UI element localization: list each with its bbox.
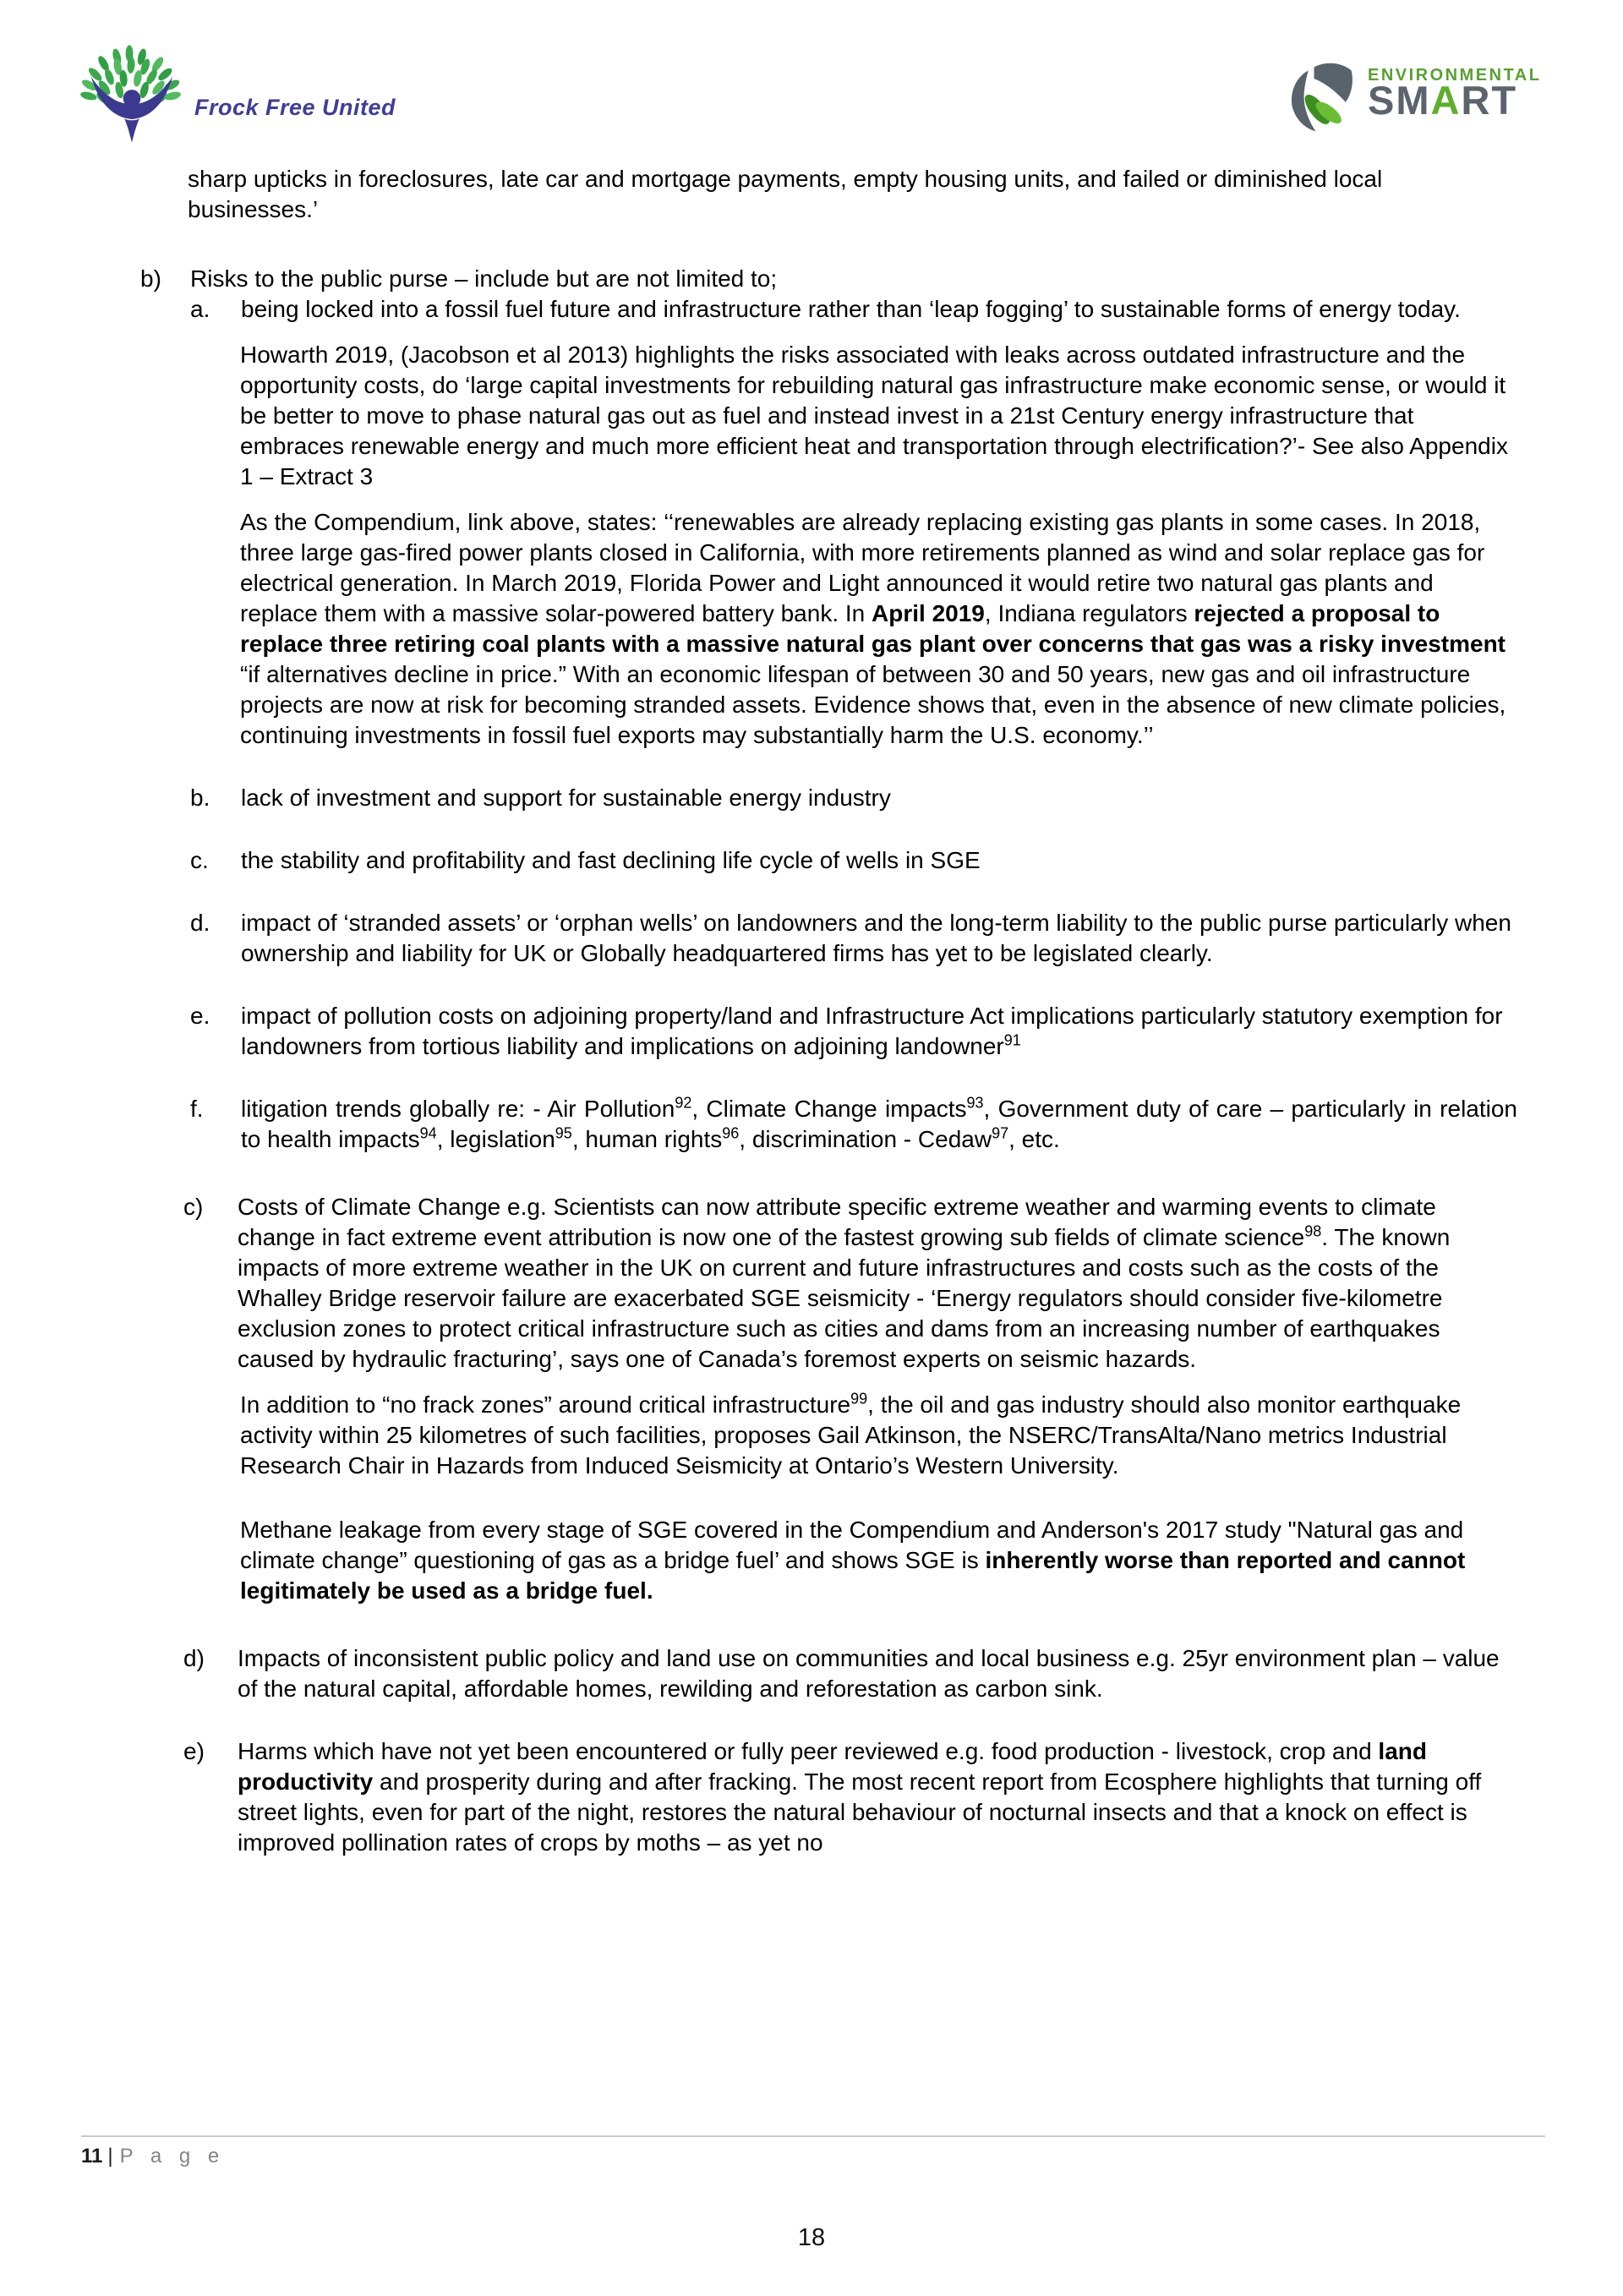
text-run: Costs of Climate Change e.g. Scientists can now attribute specific extreme weather and warming events to climate change in fact extreme event attribution is now one of the fastest growing sub fields of climate science — [238, 1194, 1436, 1250]
paragraph — [0, 1515, 1623, 1606]
footer-page-label — [81, 2145, 225, 2168]
list-marker: f. — [190, 1096, 204, 1122]
footer-page-label-separator: | — [107, 2145, 113, 2168]
environmental-smart-logo — [1283, 56, 1541, 140]
text-run: Impacts of inconsistent public policy and land use on communities and local business e.g. 25yr environment plan – value of the natural capital, affordable homes, rewilding and reforestation as carbon sink. — [238, 1645, 1500, 1702]
footnote-reference: 91 — [1003, 1031, 1021, 1049]
footnote-reference: 98 — [1304, 1222, 1322, 1240]
list-item — [0, 1094, 1623, 1155]
footnote-reference: 95 — [555, 1124, 572, 1142]
text-run: As the Compendium, link above, states: ‘‘renewables are already replacing existing gas plants in some cases. In 2018, three large gas-fired power plants closed in California, with more retirements planned as wind and solar replace gas for electrical generation. In March 2019, Florida Power and Light announced it would retire two natural gas plants and replace them with a massive solar-powered battery bank. In — [240, 509, 1485, 626]
list-marker: e. — [190, 1003, 210, 1029]
text-run: Risks to the public purse – include but are not limited to; — [190, 265, 778, 292]
text-run: inherently worse than reported and cannot legitimately be used as a bridge fuel. — [240, 1547, 1466, 1604]
text-run: , discrimination - Cedaw — [739, 1126, 992, 1152]
text-run: Howarth 2019, (Jacobson et al 2013) highlights the risks associated with leaks across outdated infrastructure and the opportunity costs, do ‘large capital investments for rebuilding natural gas infrastructure make economic sense, or would it be better to move to phase natural gas out as fuel and instead invest in a 21st Century energy infrastructure that embraces renewable energy and much more efficient heat and transportation through electrification?’- See also Appendix 1 – Extract 3 — [240, 342, 1508, 489]
text-run: sharp upticks in foreclosures, late car and mortgage payments, empty housing units, and failed or diminished local businesses.’ — [188, 166, 1383, 222]
list-marker: c. — [190, 847, 209, 873]
text-run: , etc. — [1008, 1126, 1060, 1152]
left-logo-text: Frock Free United — [194, 94, 396, 120]
text-run: Methane leakage from every stage of SGE covered in the Compendium and Anderson's 2017 study "Natural gas and climate change” questioning of gas as a bridge fuel’ and shows SGE is — [240, 1517, 1464, 1573]
tree-person-icon — [78, 42, 186, 149]
footer-divider — [81, 2135, 1545, 2137]
footnote-reference: 92 — [675, 1094, 692, 1112]
text-run: impact of ‘stranded assets’ or ‘orphan wells’ on landowners and the long-term liability to the public purse particularly when ownership and liability for UK or Globally headquartered firms has yet to be legislated clearly. — [241, 910, 1511, 966]
list-item — [0, 1643, 1623, 1704]
list-item — [0, 1192, 1623, 1375]
text-run: , legislation — [436, 1126, 555, 1152]
footnote-reference: 99 — [850, 1390, 868, 1408]
list-marker: b) — [140, 265, 161, 292]
paragraph — [0, 164, 1623, 225]
list-item — [0, 908, 1623, 969]
list-marker: b. — [190, 784, 210, 811]
text-run: land productivity — [238, 1738, 1427, 1795]
right-logo-smart-rt: RT — [1461, 78, 1518, 123]
text-run: , Climate Change impacts — [691, 1096, 967, 1122]
list-marker: a. — [190, 296, 210, 322]
text-run: In addition to “no frack zones” around critical infrastructure — [240, 1391, 851, 1418]
text-run: , human rights — [571, 1126, 723, 1152]
list-marker: d. — [190, 910, 210, 936]
text-run: being locked into a fossil fuel future and infrastructure rather than ‘leap fogging’ to sustainable forms of energy today. — [241, 296, 1461, 322]
text-run: , Government duty of care – particularly in relation to health impacts — [241, 1096, 1518, 1152]
text-run: , the oil and gas industry should also monitor earthquake activity within 25 kilometres of such facilities, proposes Gail Atkinson, the NSERC/TransAlta/Nano metrics Industrial Research Chair in Hazards from Induced Seismicity at Ontario’s Western University. — [240, 1391, 1462, 1479]
document-body — [0, 164, 1623, 1858]
right-logo-smart — [1368, 78, 1541, 123]
list-item — [0, 1736, 1623, 1858]
text-run: , Indiana regulators — [984, 600, 1194, 626]
footer-page-label-number: 11 — [81, 2145, 103, 2168]
footer-page-label-word: P a g e — [119, 2145, 226, 2168]
paragraph — [0, 340, 1623, 492]
right-logo-smart-sm: SM — [1368, 78, 1431, 123]
right-logo-environmental: ENVIRONMENTAL — [1368, 66, 1542, 85]
text-run: impact of pollution costs on adjoining property/land and Infrastructure Act implications particularly statutory exemption for landowners from tortious liability and implications on adjoining landowner — [241, 1003, 1503, 1059]
list-marker: c) — [183, 1194, 204, 1220]
text-run: . The known impacts of more extreme weather in the UK on current and future infrastructures and costs such as the costs of the Whalley Bridge reservoir failure are exacerbated SGE seismicity - ‘Energy regulators should consider five-kilometre exclusion zones to protect critical infrastructure such as cities and dams from an increasing number of earthquakes caused by hydraulic fracturing’, says one of Canada’s foremost experts on seismic hazards. — [238, 1224, 1451, 1372]
frock-free-united-logo — [78, 42, 396, 149]
text-run: litigation trends globally re: - Air Pollution — [241, 1096, 675, 1122]
list-item — [0, 845, 1623, 876]
text-run: rejected a proposal to replace three retiring coal plants with a massive natural gas plant over concerns that gas was a risky investment — [240, 600, 1506, 657]
list-marker: d) — [183, 1645, 205, 1671]
text-run: Harms which have not yet been encountered or fully peer reviewed e.g. food production - livestock, crop and — [238, 1738, 1379, 1764]
footnote-reference: 94 — [419, 1124, 437, 1142]
list-item — [0, 1001, 1623, 1062]
paragraph — [0, 507, 1623, 751]
footnote-reference: 93 — [966, 1094, 984, 1112]
paragraph — [0, 1390, 1623, 1481]
text-run: lack of investment and support for sustainable energy industry — [241, 784, 891, 811]
right-logo-smart-a: A — [1430, 78, 1462, 123]
right-logo-text — [1368, 66, 1542, 123]
list-item — [0, 264, 1623, 294]
text-run: and prosperity during and after fracking. The most recent report from Ecosphere highlights that turning off street lights, even for part of the night, restores the natural behaviour of nocturnal insects and that a knock on effect is improved pollination rates of crops by moths – as yet no — [238, 1768, 1482, 1856]
text-run: April 2019 — [872, 600, 985, 626]
list-marker: e) — [183, 1738, 205, 1764]
page-number: 18 — [797, 2224, 826, 2251]
text-run: the stability and profitability and fast declining life cycle of wells in SGE — [241, 847, 981, 873]
list-item — [0, 783, 1623, 813]
list-item — [0, 294, 1623, 325]
footnote-reference: 97 — [992, 1124, 1009, 1142]
text-run: “if alternatives decline in price.” With an economic lifespan of between 30 and 50 years, new gas and oil infrastructure projects are now at risk for becoming stranded assets. Evidence shows that, even in the absence of new climate policies, continuing investments in fossil fuel exports may substantially harm the U.S. economy.’’ — [240, 661, 1506, 748]
footnote-reference: 96 — [722, 1124, 740, 1142]
leaf-ring-icon — [1283, 56, 1364, 140]
